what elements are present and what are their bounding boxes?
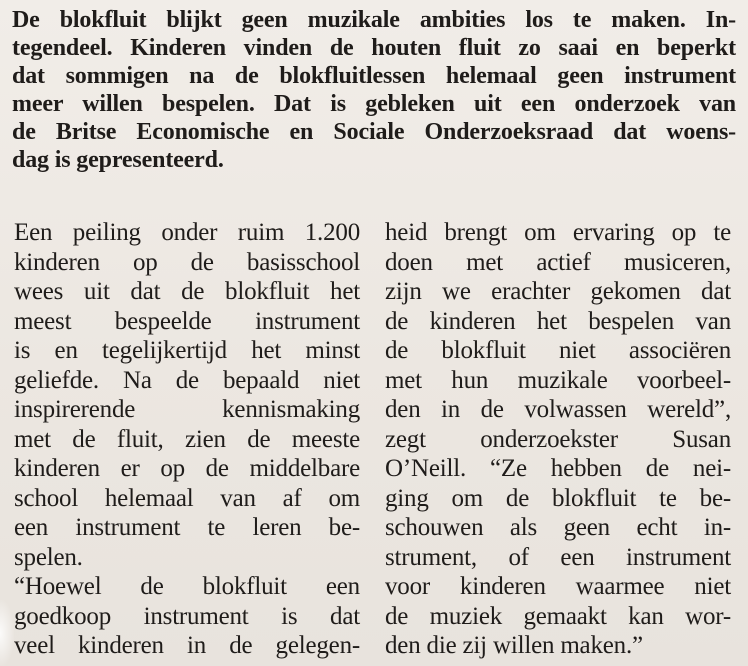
body-line: veel kinderen in de gelegen- <box>14 632 360 659</box>
lead-line: dag is gepresenteerd. <box>12 147 224 173</box>
body-line: strument, of een instrument <box>385 543 731 571</box>
body-line: schouwen als geen echt in- <box>385 514 731 541</box>
body-line: “Hoewel de blokfluit een <box>14 573 360 600</box>
body-line: een instrument te leren be- <box>14 514 360 541</box>
body-line: ging om de blokfluit te be- <box>385 484 731 512</box>
lead-line: dat sommigen na de blokfluitlessen helemaal geen instrument <box>12 63 736 89</box>
body-line: den die zij willen maken.” <box>385 632 643 659</box>
lead-line: De blokfluit blijkt geen muzikale ambities los te maken. In- <box>12 7 736 33</box>
lead-paragraph <box>12 6 736 174</box>
body-line: voor kinderen waarmee niet <box>385 573 731 600</box>
body-line: zijn we erachter gekomen dat <box>385 278 731 305</box>
body-line: wees uit dat de blokfluit het <box>14 278 360 305</box>
body-line: spelen. <box>14 543 83 571</box>
body-line: de kinderen het bespelen van <box>385 307 731 335</box>
body-line: den in de volwassen wereld”, <box>385 396 731 423</box>
body-line: met hun muzikale voorbeel- <box>385 366 731 394</box>
lead-line: de Britse Economische en Sociale Onderzoeksraad dat woens- <box>12 119 736 145</box>
body-column-left <box>14 218 360 661</box>
body-line: kinderen er op de middelbare <box>14 455 360 482</box>
body-line: school helemaal van af om <box>14 484 360 512</box>
body-line: de blokfluit niet associëren <box>385 337 731 364</box>
body-line: O’Neill. “Ze hebben de nei- <box>385 455 731 482</box>
lead-line: tegendeel. Kinderen vinden de houten fluit zo saai en beperkt <box>12 35 736 61</box>
body-line: geliefde. Na de bepaald niet <box>14 366 360 394</box>
body-line: heid brengt om ervaring op te <box>385 219 731 246</box>
body-line: is en tegelijkertijd het minst <box>14 337 360 364</box>
body-line: meest bespeelde instrument <box>14 307 360 335</box>
body-line: de muziek gemaakt kan wor- <box>385 602 731 630</box>
body-line: inspirerende kennismaking <box>14 396 360 423</box>
paper-smudge <box>0 600 14 666</box>
body-line: goedkoop instrument is dat <box>14 602 360 630</box>
body-line: zegt onderzoekster Susan <box>385 425 731 453</box>
body-line: kinderen op de basisschool <box>14 248 360 276</box>
lead-line: meer willen bespelen. Dat is gebleken uit een onderzoek van <box>12 91 736 117</box>
body-column-right <box>385 218 731 661</box>
body-line: doen met actief musiceren, <box>385 248 731 276</box>
body-line: Een peiling onder ruim 1.200 <box>14 219 360 246</box>
body-line: met de fluit, zien de meeste <box>14 425 360 453</box>
